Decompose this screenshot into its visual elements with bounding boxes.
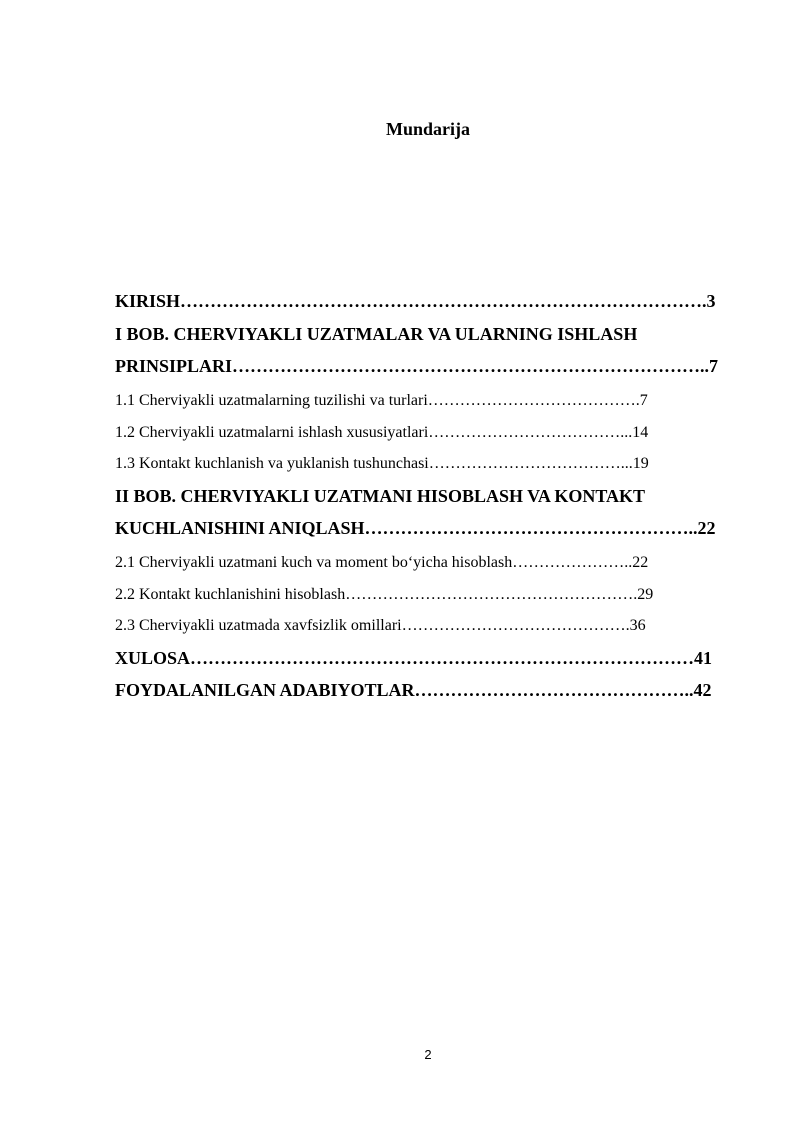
toc-entry-chapter-1-line-2: PRINSIPLARI……………………………………………………………………..7 — [115, 356, 719, 376]
toc-entry-1-2: 1.2 Cherviyakli uzatmalarni ishlash xususiyatlari………………………………...14 — [115, 424, 649, 441]
page-number: 2 — [424, 1047, 432, 1062]
toc-entry-1-1: 1.1 Cherviyakli uzatmalarning tuzilishi va turlari………………………………….7 — [115, 392, 648, 409]
toc-entry-chapter-1-line-1: I BOB. CHERVIYAKLI UZATMALAR VA ULARNING ISHLASH — [115, 324, 638, 344]
toc-entry-chapter-2-line-1: II BOB. CHERVIYAKLI UZATMANI HISOBLASH VA KONTAKT — [115, 486, 645, 506]
toc-entry-kirish: KIRISH…………………………………………………………………………….3 — [115, 291, 716, 311]
toc-entry-2-3: 2.3 Cherviyakli uzatmada xavfsizlik omillari…………………………………….36 — [115, 617, 646, 634]
toc-entry-adabiyotlar: FOYDALANILGAN ADABIYOTLAR………………………………………..42 — [115, 680, 712, 700]
toc-entry-xulosa: XULOSA…………………………………………………………………………41 — [115, 648, 713, 668]
toc-entry-2-1: 2.1 Cherviyakli uzatmani kuch va moment bo‘yicha hisoblash…………………..22 — [115, 554, 649, 571]
toc-entry-2-2: 2.2 Kontakt kuchlanishini hisoblash……………………………………………….29 — [115, 586, 654, 603]
page-title: Mundarija — [385, 119, 470, 139]
toc-entry-chapter-2-line-2: KUCHLANISHINI ANIQLASH………………………………………………..22 — [115, 518, 716, 538]
toc-entry-1-3: 1.3 Kontakt kuchlanish va yuklanish tushunchasi………………………………...19 — [115, 455, 649, 472]
